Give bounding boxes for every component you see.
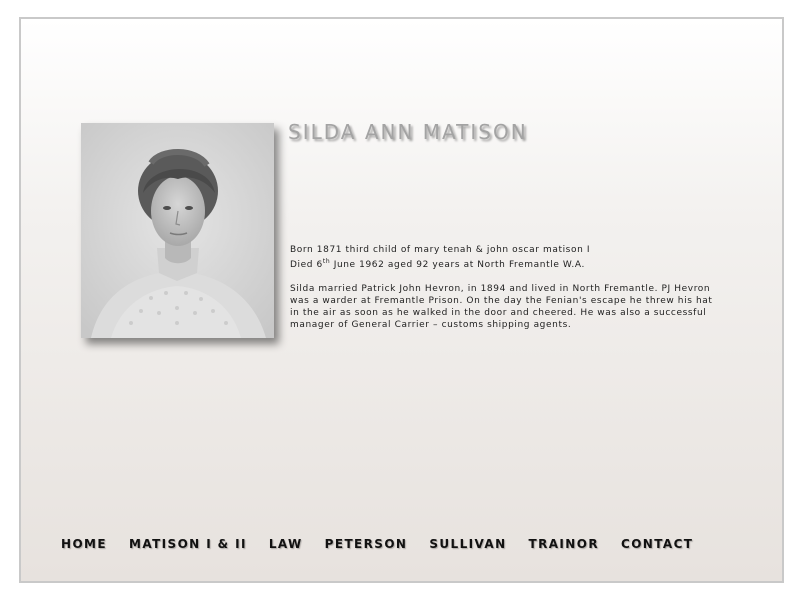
- bio-dates: [290, 244, 715, 271]
- nav-sullivan[interactable]: SULLIVAN: [429, 537, 507, 551]
- nav-home[interactable]: HOME: [61, 537, 107, 551]
- nav-trainor[interactable]: TRAINOR: [528, 537, 599, 551]
- footer-nav: [61, 537, 715, 551]
- portrait-photo: [81, 123, 274, 338]
- nav-matison[interactable]: MATISON I & II: [128, 537, 247, 551]
- bio-birth-line: Born 1871 third child of mary tenah & john oscar matison I: [290, 245, 591, 255]
- bio-death-line-start: Died 6: [290, 260, 323, 270]
- nav-law[interactable]: LAW: [268, 537, 303, 551]
- nav-peterson[interactable]: PETERSON: [324, 537, 408, 551]
- nav-contact[interactable]: CONTACT: [620, 537, 694, 551]
- bio-paragraph: Silda married Patrick John Hevron, in 1894 and lived in North Fremantle. PJ Hevron was a warder at Fremantle Prison. On the day the Fenian's escape he threw his hat in the air as soon as he walked in the door and cheered. He was also a successful manager of General Carrier – customs shipping agents.: [290, 284, 713, 330]
- page-title: SILDA ANN MATISON: [288, 120, 528, 144]
- bio-death-line-end: June 1962 aged 92 years at North Fremantle W.A.: [330, 260, 585, 270]
- portrait-image: [81, 123, 274, 338]
- bio-death-superscript: th: [322, 258, 331, 265]
- biography-text: [290, 244, 715, 343]
